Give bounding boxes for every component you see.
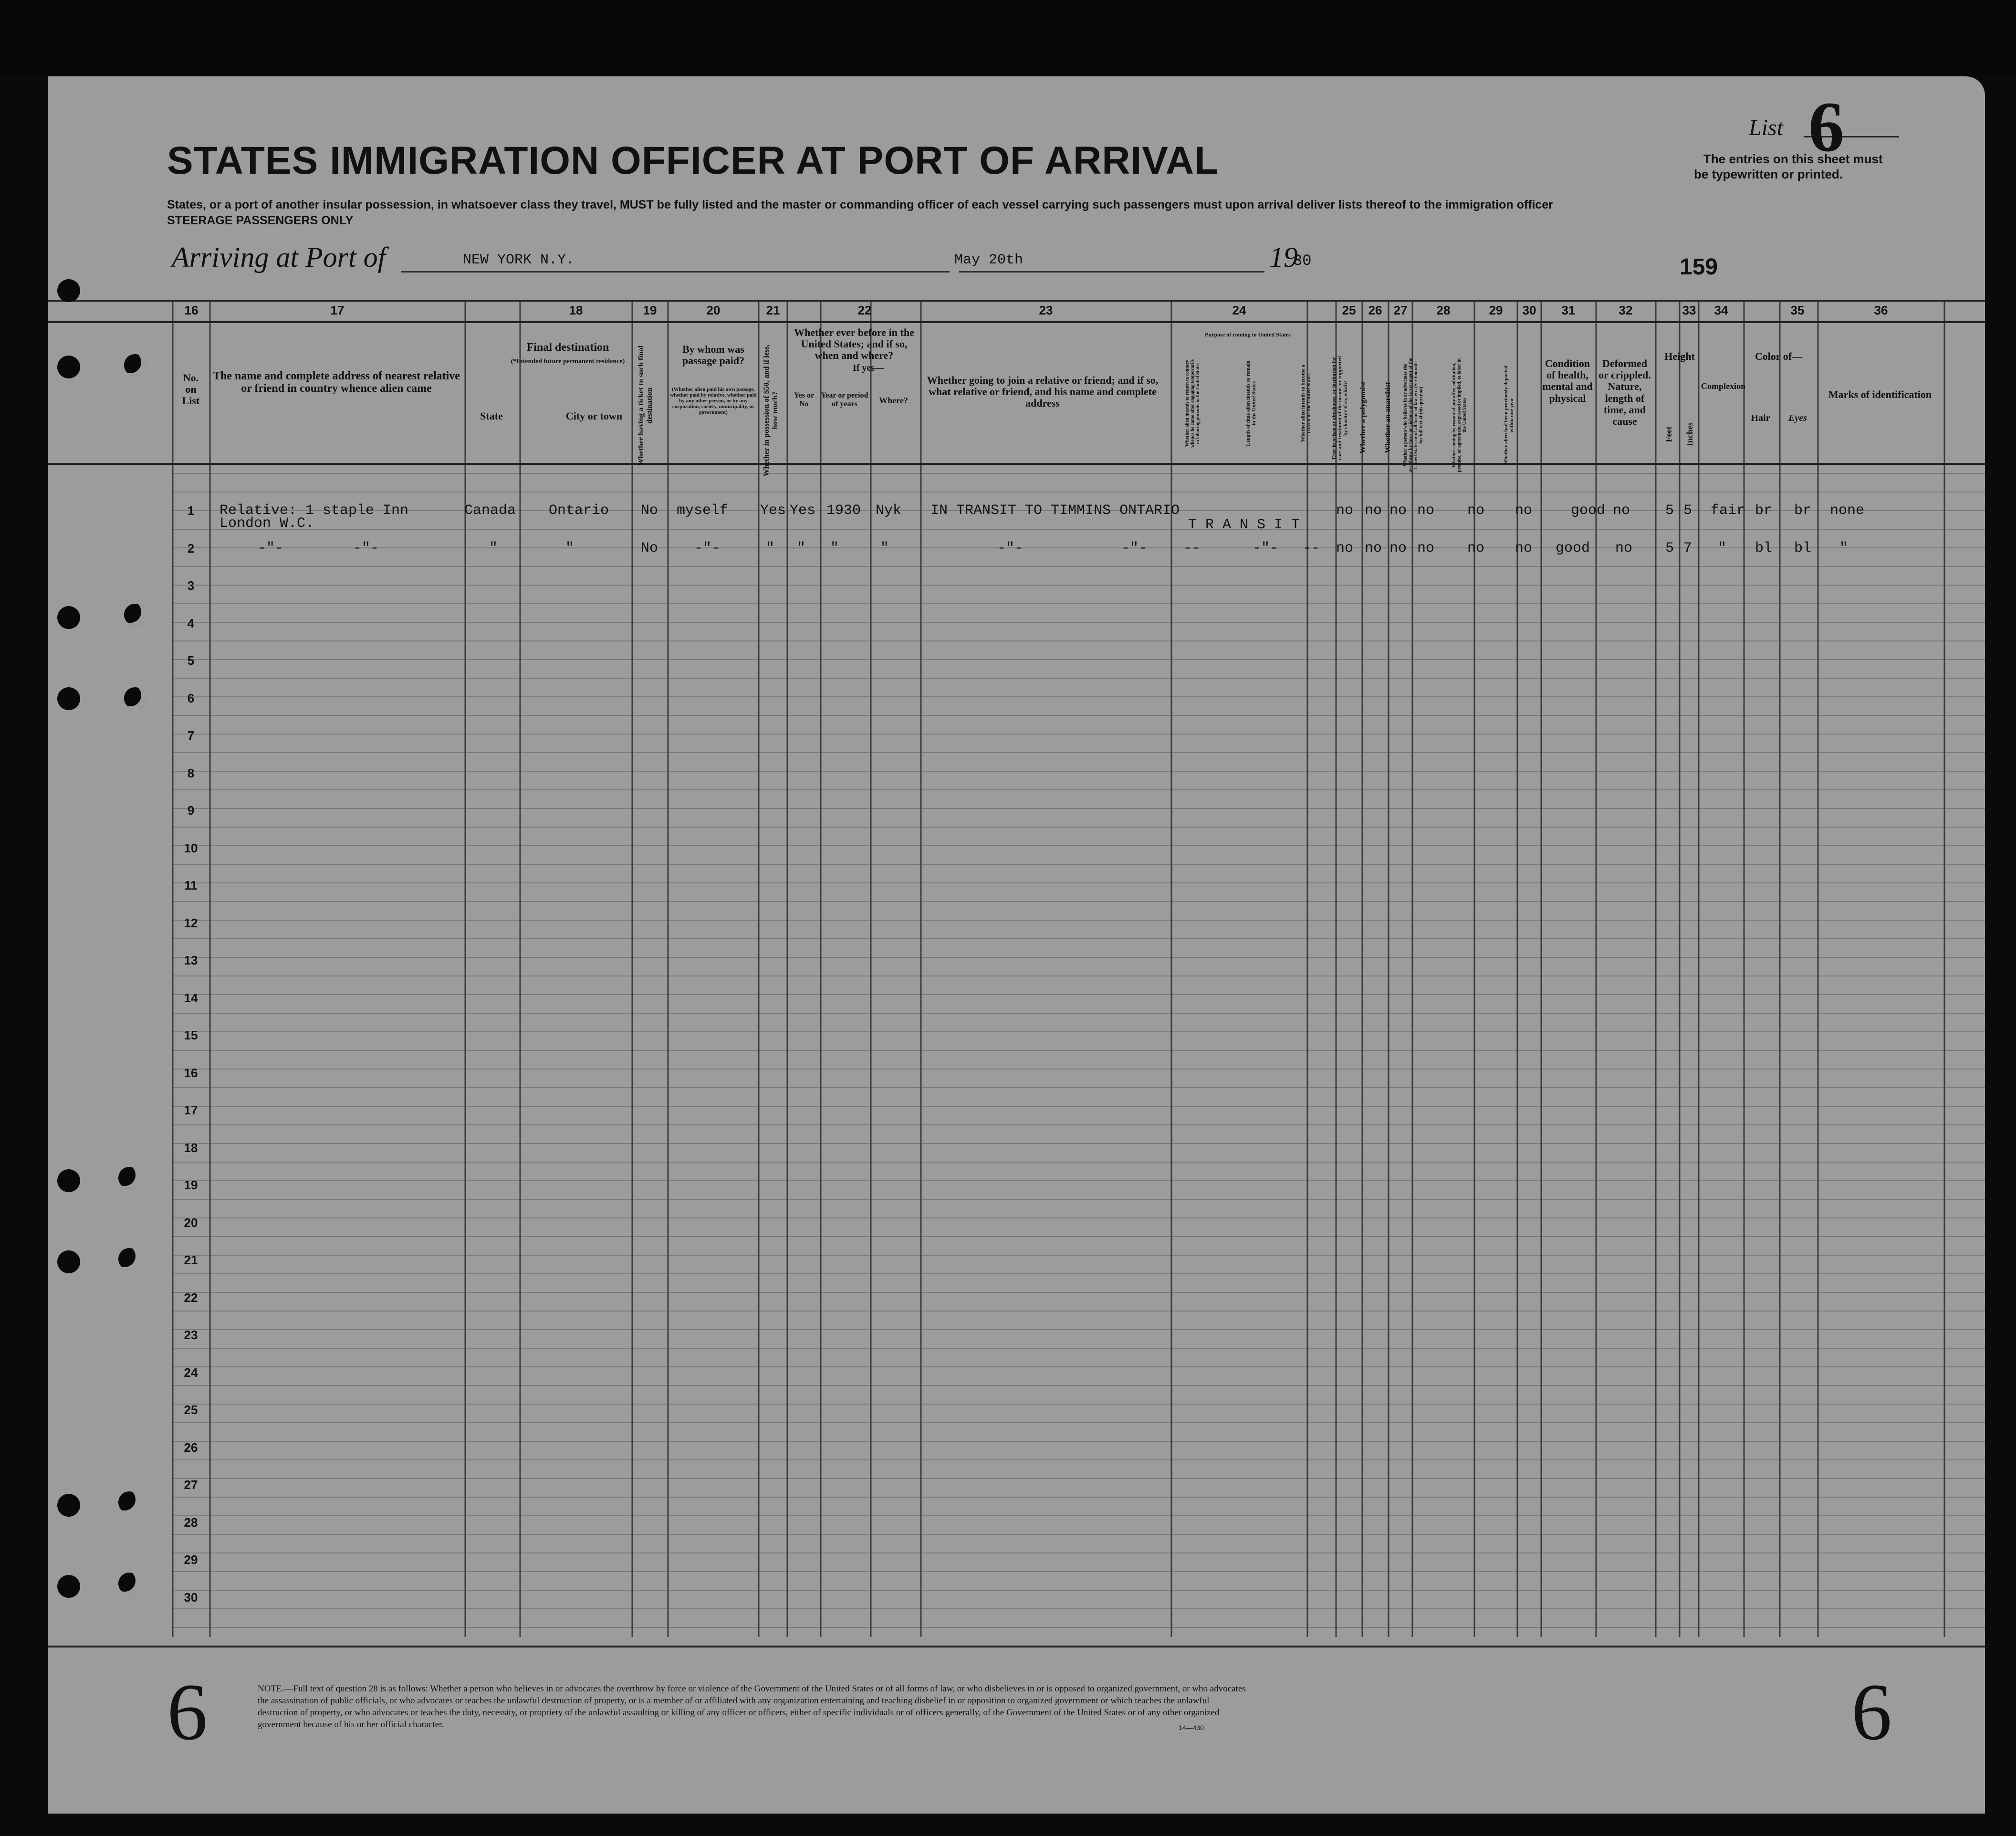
row2-before-where: " xyxy=(880,540,889,556)
row2-relative-a: -"- xyxy=(258,540,284,556)
row2-before-yes: " xyxy=(797,540,806,556)
binder-hole xyxy=(118,1573,140,1595)
row-number: 28 xyxy=(184,1515,198,1530)
header-anarchist: Whether an anarchist xyxy=(1384,382,1392,453)
header-year-period: Year or period of years xyxy=(821,391,868,408)
binder-hole xyxy=(124,354,146,376)
row-number: 19 xyxy=(184,1178,198,1192)
scan-top-edge xyxy=(0,0,2016,76)
row-number: 6 xyxy=(187,691,195,705)
row2-eyes: bl xyxy=(1794,540,1812,556)
header-purpose: Purpose of coming to United States xyxy=(1205,331,1291,338)
column-number: 16 xyxy=(184,303,198,317)
header-polygamist: Whether a polygamist xyxy=(1359,381,1367,454)
column-number: 30 xyxy=(1522,303,1536,317)
row-number: 22 xyxy=(184,1290,198,1305)
row-number: 21 xyxy=(184,1253,198,1267)
row1-before-where: Nyk xyxy=(876,503,902,519)
row1-deformed: no xyxy=(1613,503,1630,519)
row2-c30: no xyxy=(1515,540,1533,556)
row-number: 15 xyxy=(184,1028,198,1042)
column-number: 36 xyxy=(1874,303,1888,317)
row1-joining: IN TRANSIT TO TIMMINS ONTARIO xyxy=(930,503,1180,519)
column-number: 20 xyxy=(706,303,721,317)
row2-feet: 5 xyxy=(1665,540,1674,556)
header-feet: Feet xyxy=(1664,426,1673,442)
row2-inches: 7 xyxy=(1683,540,1692,556)
typewritten-note-line-2: be typewritten or printed. xyxy=(1694,167,1843,181)
header-fifty-dollars: Whether in possession of $50, and if less, how much? xyxy=(763,344,779,477)
header-eyes: Eyes xyxy=(1788,413,1807,423)
header-deported: Whether alien had been previously deported within one year xyxy=(1503,365,1515,465)
row1-feet: 5 xyxy=(1665,503,1674,519)
row2-purpose-a: -- xyxy=(1183,540,1201,556)
column-number: 24 xyxy=(1232,303,1246,317)
row2-paid-by: -"- xyxy=(694,540,721,556)
header-passage-paid: By whom was passage paid? xyxy=(682,343,745,367)
row2-ticket: No xyxy=(641,540,658,556)
column-number: 18 xyxy=(569,303,583,317)
header-state: State xyxy=(480,410,503,422)
header-final-destination-note: (*Intended future permanent residence) xyxy=(511,358,625,365)
row-number: 24 xyxy=(184,1365,198,1380)
binder-hole xyxy=(124,687,146,709)
row2-c28: no xyxy=(1417,540,1435,556)
row1-city: Ontario xyxy=(549,503,609,519)
row2-hair: bl xyxy=(1755,540,1773,556)
row2-c25: no xyxy=(1336,540,1354,556)
binder-hole xyxy=(57,606,80,629)
row1-purpose-note: T R A N S I T xyxy=(1188,517,1300,533)
list-label: List xyxy=(1749,115,1784,140)
row-number: 16 xyxy=(184,1065,198,1080)
row-number: 1 xyxy=(187,504,195,518)
row2-c27: no xyxy=(1389,540,1407,556)
row1-paid-by: myself xyxy=(677,503,729,519)
row1-state: Canada xyxy=(464,503,516,519)
row2-before-year: " xyxy=(830,540,839,556)
binder-hole xyxy=(57,1250,80,1273)
binder-hole xyxy=(57,1575,80,1598)
column-number: 26 xyxy=(1368,303,1382,317)
column-number: 33 xyxy=(1682,303,1696,317)
table-grid xyxy=(48,76,1985,1814)
column-number: 32 xyxy=(1619,303,1633,317)
row2-purpose-c: -- xyxy=(1303,540,1320,556)
row-number: 29 xyxy=(184,1553,198,1567)
row2-state: " xyxy=(489,540,498,556)
header-yes-or-no: Yes or No xyxy=(794,391,815,408)
row-number: 18 xyxy=(184,1140,198,1155)
column-number: 21 xyxy=(766,303,780,317)
row1-c25: no xyxy=(1336,503,1354,519)
row1-c27: no xyxy=(1389,503,1407,519)
row-number: 26 xyxy=(184,1440,198,1455)
row-number: 8 xyxy=(187,766,195,780)
column-number: 28 xyxy=(1436,303,1451,317)
row2-purpose-b: -"- xyxy=(1253,540,1279,556)
header-hair: Hair xyxy=(1751,413,1770,423)
row-number: 25 xyxy=(184,1403,198,1417)
row1-marks: none xyxy=(1830,503,1865,519)
row1-c29: no xyxy=(1467,503,1485,519)
row1-health: good xyxy=(1571,503,1606,519)
header-no-on-list: No. on List xyxy=(182,372,200,407)
row2-has-50: " xyxy=(766,540,775,556)
port-value: NEW YORK N.Y. xyxy=(463,252,575,268)
header-purpose-return: Whether alien intends to return to country whence he came after engaging temporarily in laboring pursuits in the United States xyxy=(1185,358,1201,448)
row1-relative-line1: Relative: 1 staple Inn xyxy=(219,503,409,519)
subtitle-line-1: States, or a port of another insular possession, in whatsoever class they travel, MUST be fully listed and the master or commanding officer of each vessel carrying such passengers must upon arrival deliver lists thereof to the immigration officer xyxy=(167,198,1553,211)
header-labor-offer: Whether coming by reason of any offer, solicitation, promise, or agreement, expressed or implied, to labor in the United States xyxy=(1452,358,1467,472)
sheet-number: 159 xyxy=(1680,254,1718,280)
header-purpose-length: Length of time alien intends to remain in the United States xyxy=(1245,360,1257,446)
row2-health: good xyxy=(1556,540,1590,556)
binder-hole xyxy=(118,1248,140,1270)
header-health: Condition of health, mental and physical xyxy=(1542,357,1593,404)
row-number: 20 xyxy=(184,1215,198,1230)
header-height: Height xyxy=(1664,350,1695,362)
row-number: 3 xyxy=(187,578,195,593)
list-number: 6 xyxy=(1808,87,1844,167)
header-where: Where? xyxy=(879,396,908,405)
footer-left-number: 6 xyxy=(167,1667,208,1757)
header-passage-paid-note: (Whether alien paid his own passage, whether paid by relative, whether paid by any other person, or by any corporation, society, municipality, or government) xyxy=(670,387,757,416)
typewritten-note-line-1: The entries on this sheet must xyxy=(1703,152,1883,166)
header-deformed: Deformed or crippled. Nature, length of time, and cause xyxy=(1598,357,1651,427)
binder-hole xyxy=(57,687,80,710)
binder-hole xyxy=(57,1169,80,1192)
row2-c29: no xyxy=(1467,540,1485,556)
header-before-in-us: Whether ever before in the United States; and if so, when and where? xyxy=(794,326,914,362)
header-joining-relative: Whether going to join a relative or friend; and if so, what relative or friend, and his name and complete address xyxy=(927,374,1159,409)
row-number: 2 xyxy=(187,541,195,556)
binder-hole xyxy=(118,1491,140,1513)
row-number: 13 xyxy=(184,953,198,967)
header-complexion: Complexion xyxy=(1701,381,1746,391)
header-purpose-citizen: Whether alien intends to become a citizen of the United States xyxy=(1300,364,1312,442)
column-number: 25 xyxy=(1342,303,1356,317)
row2-complexion: " xyxy=(1718,540,1727,556)
row-number: 14 xyxy=(184,990,198,1005)
row-number: 7 xyxy=(187,728,195,743)
manifest-sheet xyxy=(48,76,1985,1814)
row1-inches: 5 xyxy=(1683,503,1692,519)
row1-eyes: br xyxy=(1794,503,1812,519)
form-number: 14—430 xyxy=(1179,1724,1204,1731)
column-number: 17 xyxy=(330,303,345,317)
header-if-yes: If yes— xyxy=(852,363,885,373)
binder-hole xyxy=(57,279,80,302)
row-number: 12 xyxy=(184,915,198,930)
row1-before-yes: Yes xyxy=(790,503,816,519)
row2-relative-b: -"- xyxy=(353,540,379,556)
row-number: 10 xyxy=(184,840,198,855)
row1-complexion: fair xyxy=(1711,503,1745,519)
row-number: 30 xyxy=(184,1590,198,1605)
column-number: 22 xyxy=(857,303,872,317)
arriving-label: Arriving at Port of xyxy=(172,241,386,273)
row-number: 27 xyxy=(184,1478,198,1492)
header-city: City or town xyxy=(565,410,623,422)
row2-city: " xyxy=(565,540,575,556)
binder-hole xyxy=(57,356,80,378)
row1-has-50: Yes xyxy=(760,503,786,519)
header-final-destination: Final destination xyxy=(526,341,609,354)
row2-deformed: no xyxy=(1615,540,1633,556)
column-number: 35 xyxy=(1790,303,1805,317)
row1-ticket: No xyxy=(641,503,658,519)
binder-hole xyxy=(57,1494,80,1517)
header-inches: Inches xyxy=(1685,422,1694,447)
row-number: 4 xyxy=(187,616,195,630)
row1-c28: no xyxy=(1417,503,1435,519)
row1-c30: no xyxy=(1515,503,1533,519)
header-color-of: Color of— xyxy=(1755,350,1803,362)
header-relative-address: The name and complete address of nearest relative or friend in country whence alien came xyxy=(213,370,460,395)
row2-joining-b: -"- xyxy=(1121,540,1148,556)
row1-relative-line2: London W.C. xyxy=(219,515,314,532)
row1-hair: br xyxy=(1755,503,1773,519)
subtitle-line-2: STEERAGE PASSENGERS ONLY xyxy=(167,214,354,227)
column-number: 31 xyxy=(1561,303,1576,317)
column-number: 23 xyxy=(1039,303,1053,317)
month-day-value: May 20th xyxy=(954,252,1024,268)
column-number: 19 xyxy=(643,303,657,317)
row1-before-year: 1930 xyxy=(826,503,861,519)
header-prison: Ever in prison or almshouse, or institution for care and treatment of the insane, or supported by charity? If so, which? xyxy=(1331,356,1349,460)
row2-joining-a: -"- xyxy=(997,540,1024,556)
row2-marks: " xyxy=(1839,540,1849,556)
column-number: 27 xyxy=(1393,303,1408,317)
row-number: 17 xyxy=(184,1103,198,1117)
footnote: NOTE.—Full text of question 28 is as follows: Whether a person who believes in or advocates the overthrow by force or violence of the Government of the United States or of all forms of law, or who disbelieves in or is opposed to organized government, or who advocates the assassination of public officials, or who advocates or teaches the unlawful destruction of property, or is a member of or affiliated with any organization entertaining and teaching disbelief in or opposition to organized government or which teaches the unlawful destruction of property, or who advocates or teaches the duty, necessity, or propriety of the unlawful assaulting or killing of any officer or officers, either of specific individuals or of officers generally, of the Government of the United States or of any other organized government because of his or her official character. xyxy=(258,1684,1246,1730)
year-prefix: 19 xyxy=(1269,241,1298,273)
row-number: 9 xyxy=(187,803,195,818)
row-number: 11 xyxy=(184,878,198,892)
column-number: 34 xyxy=(1714,303,1728,317)
header-marks: Marks of identification xyxy=(1828,388,1932,400)
page-title: STATES IMMIGRATION OFFICER AT PORT OF ARRIVAL xyxy=(167,139,1219,182)
row2-c26: no xyxy=(1365,540,1382,556)
year-suffix: 30 xyxy=(1293,252,1312,270)
binder-hole xyxy=(118,1167,140,1189)
header-ticket: Whether having a ticket to such final destination xyxy=(637,345,654,466)
footer-right-number: 6 xyxy=(1851,1667,1892,1757)
row-number: 23 xyxy=(184,1328,198,1342)
binder-hole xyxy=(124,604,146,626)
row-number: 5 xyxy=(187,653,195,668)
column-number: 29 xyxy=(1489,303,1503,317)
row1-c26: no xyxy=(1365,503,1382,519)
header-overthrow: Whether a person who believes in or advocates the overthrow by force or violence of the Government of the United States or of all forms of law, etc. (See footnote for full text of this question) xyxy=(1403,358,1424,472)
